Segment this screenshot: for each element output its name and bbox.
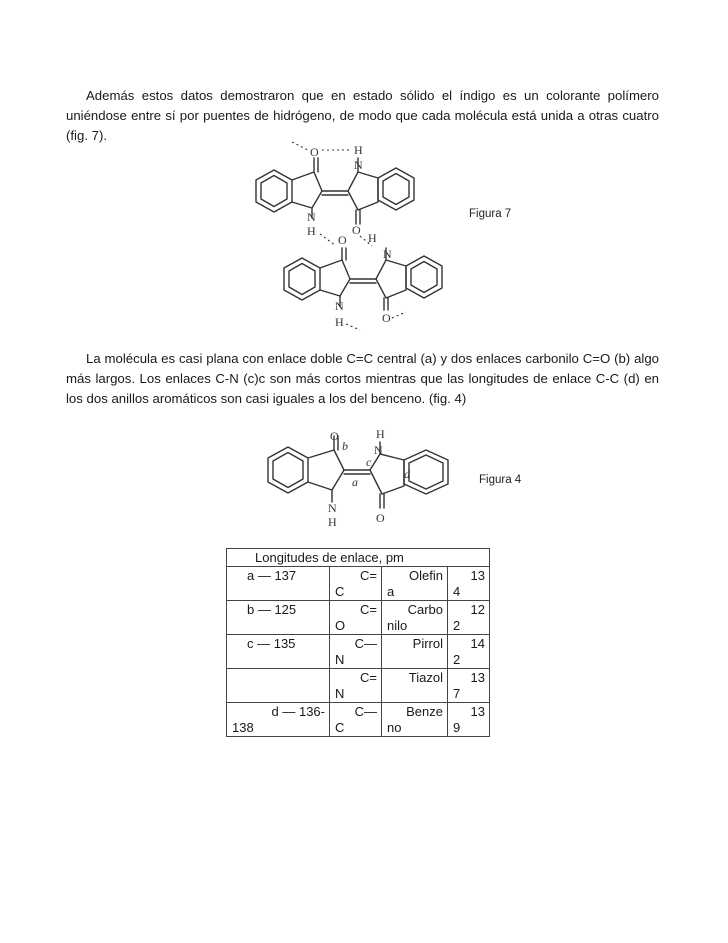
atom-label: O [376, 511, 385, 525]
atom-label: H [368, 231, 377, 245]
indigo-molecule-bottom [284, 248, 442, 310]
table-header: Longitudes de enlace, pm [227, 549, 490, 567]
figure-7-label: Figura 7 [469, 208, 512, 220]
figure-4-label: Figura 4 [479, 474, 522, 486]
atom-label: N [383, 247, 392, 261]
atom-label: N [328, 501, 337, 515]
table-row: c — 135 C— N Pirrol 14 2 [227, 635, 490, 669]
figure-4-diagram [262, 428, 472, 528]
atom-label: N [354, 158, 363, 172]
h-bond-1 [292, 142, 308, 150]
table-row: b — 125 C= O Carbo nilo 12 2 [227, 601, 490, 635]
atom-label: H [328, 515, 337, 528]
atom-label: b [342, 439, 348, 453]
atom-label: O [330, 429, 339, 443]
paragraph-1: Además estos datos demostraron que en estado sólido el índigo es un colorante polímero uniéndose entre sí por puentes de hidrógeno, de modo que cada molécula está unida a otras cuatro (fig. 7). [66, 88, 659, 143]
bond-lengths-table [226, 548, 490, 737]
indigo-molecule-top [256, 158, 414, 224]
atom-label: O [382, 311, 391, 325]
atom-label: H [307, 224, 316, 238]
table-header-row [227, 549, 490, 567]
atom-label: a [352, 475, 358, 489]
atom-label: H [354, 143, 363, 157]
atom-label: N [307, 210, 316, 224]
atom-label: O [338, 233, 347, 247]
table-row: a — 137 C= C Olefin a 13 4 [227, 567, 490, 601]
atom-label: N [335, 299, 344, 313]
table-row: C= N Tiazol 13 7 [227, 669, 490, 703]
atom-label: O [310, 145, 319, 159]
atom-label: H [335, 315, 344, 329]
paragraph-2: La molécula es casi plana con enlace doble C=C central (a) y dos enlaces carbonilo C=O (b) algo más largos. Los enlaces C-N (c)c son más cortos mientras que las longitudes de enlace C-C (d) en los dos anillos aromáticos son casi iguales a los del benceno. (fig. 4) [66, 351, 659, 406]
atom-label: c [366, 455, 372, 469]
atom-label: d [404, 467, 410, 481]
figure-7-diagram [250, 138, 480, 338]
table-row: d — 136- 138 C— C Benze no 13 9 [227, 703, 490, 737]
atom-label: N [374, 443, 383, 457]
atom-label: O [352, 223, 361, 237]
h-bond-3 [320, 234, 336, 246]
atom-label: H [376, 428, 385, 441]
